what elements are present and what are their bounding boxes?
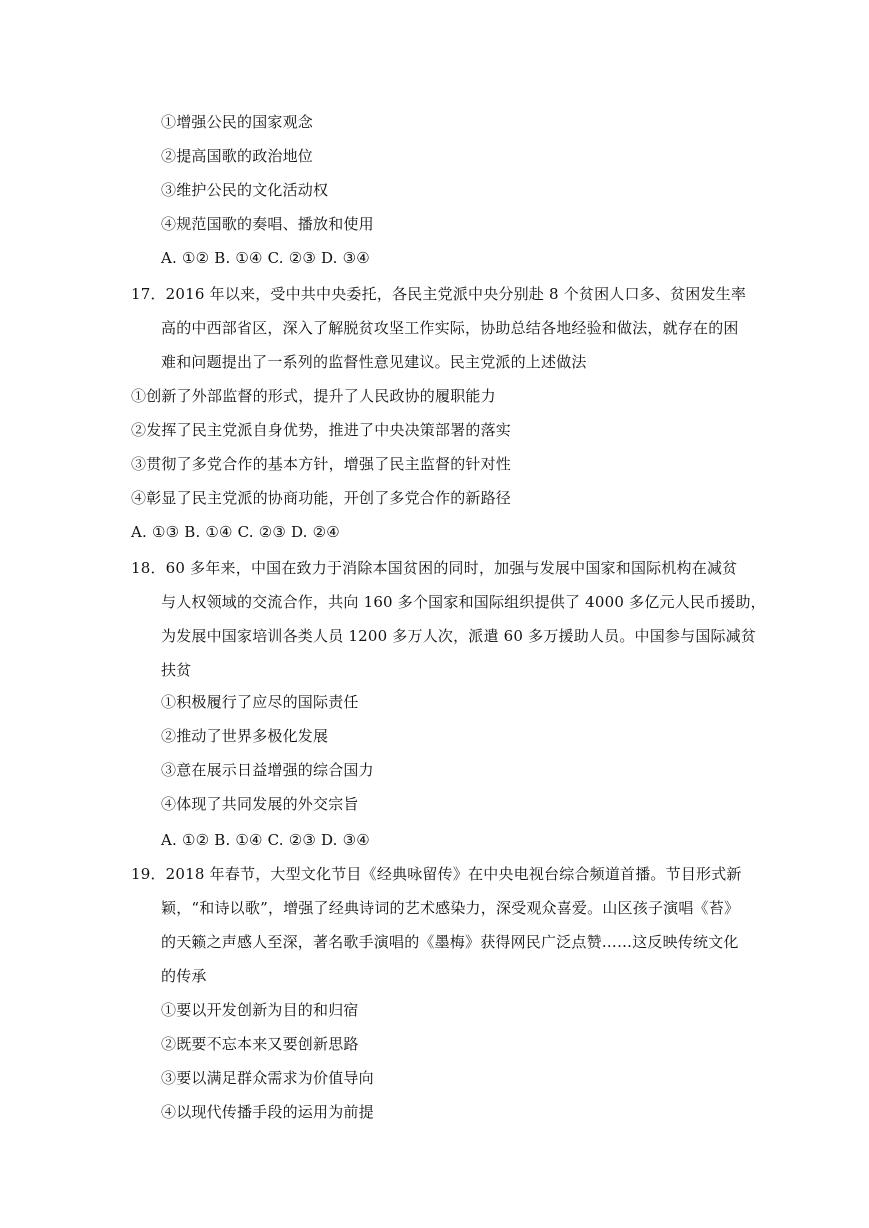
q19-option-1: ①要以开发创新为目的和归宿 (161, 1001, 359, 1019)
q17-option-2: ②发挥了民主党派自身优势，推进了中央决策部署的落实 (131, 421, 512, 439)
q18-stem-line-2: 与人权领域的交流合作，共向 160 多个国家和国际组织提供了 4000 多亿元人民币援助， (161, 593, 766, 611)
q19-option-2: ②既要不忘本来又要创新思路 (161, 1035, 359, 1053)
q18-option-4: ④体现了共同发展的外交宗旨 (161, 795, 359, 813)
q18-option-3: ③意在展示日益增强的综合国力 (161, 761, 374, 779)
q18-stem-line-4: 扶贫 (161, 661, 192, 679)
q18-stem-line-1: 18．60 多年来，中国在致力于消除本国贫困的同时，加强与发展中国家和国际机构在减贫 (131, 559, 738, 577)
q19-option-4: ④以现代传播手段的运用为前提 (161, 1103, 374, 1121)
q18-option-2: ②推动了世界多极化发展 (161, 727, 329, 745)
q19-stem-line-4: 的传承 (161, 967, 207, 985)
q17-stem-line-2: 高的中西部省区，深入了解脱贫攻坚工作实际，协助总结各地经验和做法，就存在的困 (161, 319, 739, 337)
q19-stem-line-2: 颖，“和诗以歌”，增强了经典诗词的艺术感染力，深受观众喜爱。山区孩子演唱《苔》 (161, 899, 740, 917)
q19-option-3: ③要以满足群众需求为价值导向 (161, 1069, 374, 1087)
q16-option-3: ③维护公民的文化活动权 (161, 181, 329, 199)
q17-answer-choices: A. ①③ B. ①④ C. ②③ D. ②④ (131, 523, 340, 541)
q17-stem-line-1: 17．2016 年以来，受中共中央委托，各民主党派中央分别赴 8 个贫困人口多、贫困发生率 (131, 285, 747, 303)
q17-option-3: ③贯彻了多党合作的基本方针，增强了民主监督的针对性 (131, 455, 512, 473)
q18-stem-line-3: 为发展中国家培训各类人员 1200 多万人次，派遣 60 多万援助人员。中国参与国际减贫 (161, 627, 757, 645)
q16-option-1: ①增强公民的国家观念 (161, 113, 314, 131)
q16-option-4: ④规范国歌的奏唱、播放和使用 (161, 215, 374, 233)
q19-stem-line-1: 19．2018 年春节，大型文化节目《经典咏留传》在中央电视台综合频道首播。节目形式新 (131, 865, 742, 883)
q16-option-2: ②提高国歌的政治地位 (161, 147, 314, 165)
q16-answer-choices: A. ①② B. ①④ C. ②③ D. ③④ (161, 249, 370, 267)
q17-option-4: ④彰显了民主党派的协商功能，开创了多党合作的新路径 (131, 489, 512, 507)
q18-answer-choices: A. ①② B. ①④ C. ②③ D. ③④ (161, 831, 370, 849)
q18-option-1: ①积极履行了应尽的国际责任 (161, 693, 359, 711)
q17-option-1: ①创新了外部监督的形式，提升了人民政协的履职能力 (131, 387, 496, 405)
q17-stem-line-3: 难和问题提出了一系列的监督性意见建议。民主党派的上述做法 (161, 353, 587, 371)
q19-stem-line-3: 的天籁之声感人至深，著名歌手演唱的《墨梅》获得网民广泛点赞……这反映传统文化 (161, 933, 739, 951)
